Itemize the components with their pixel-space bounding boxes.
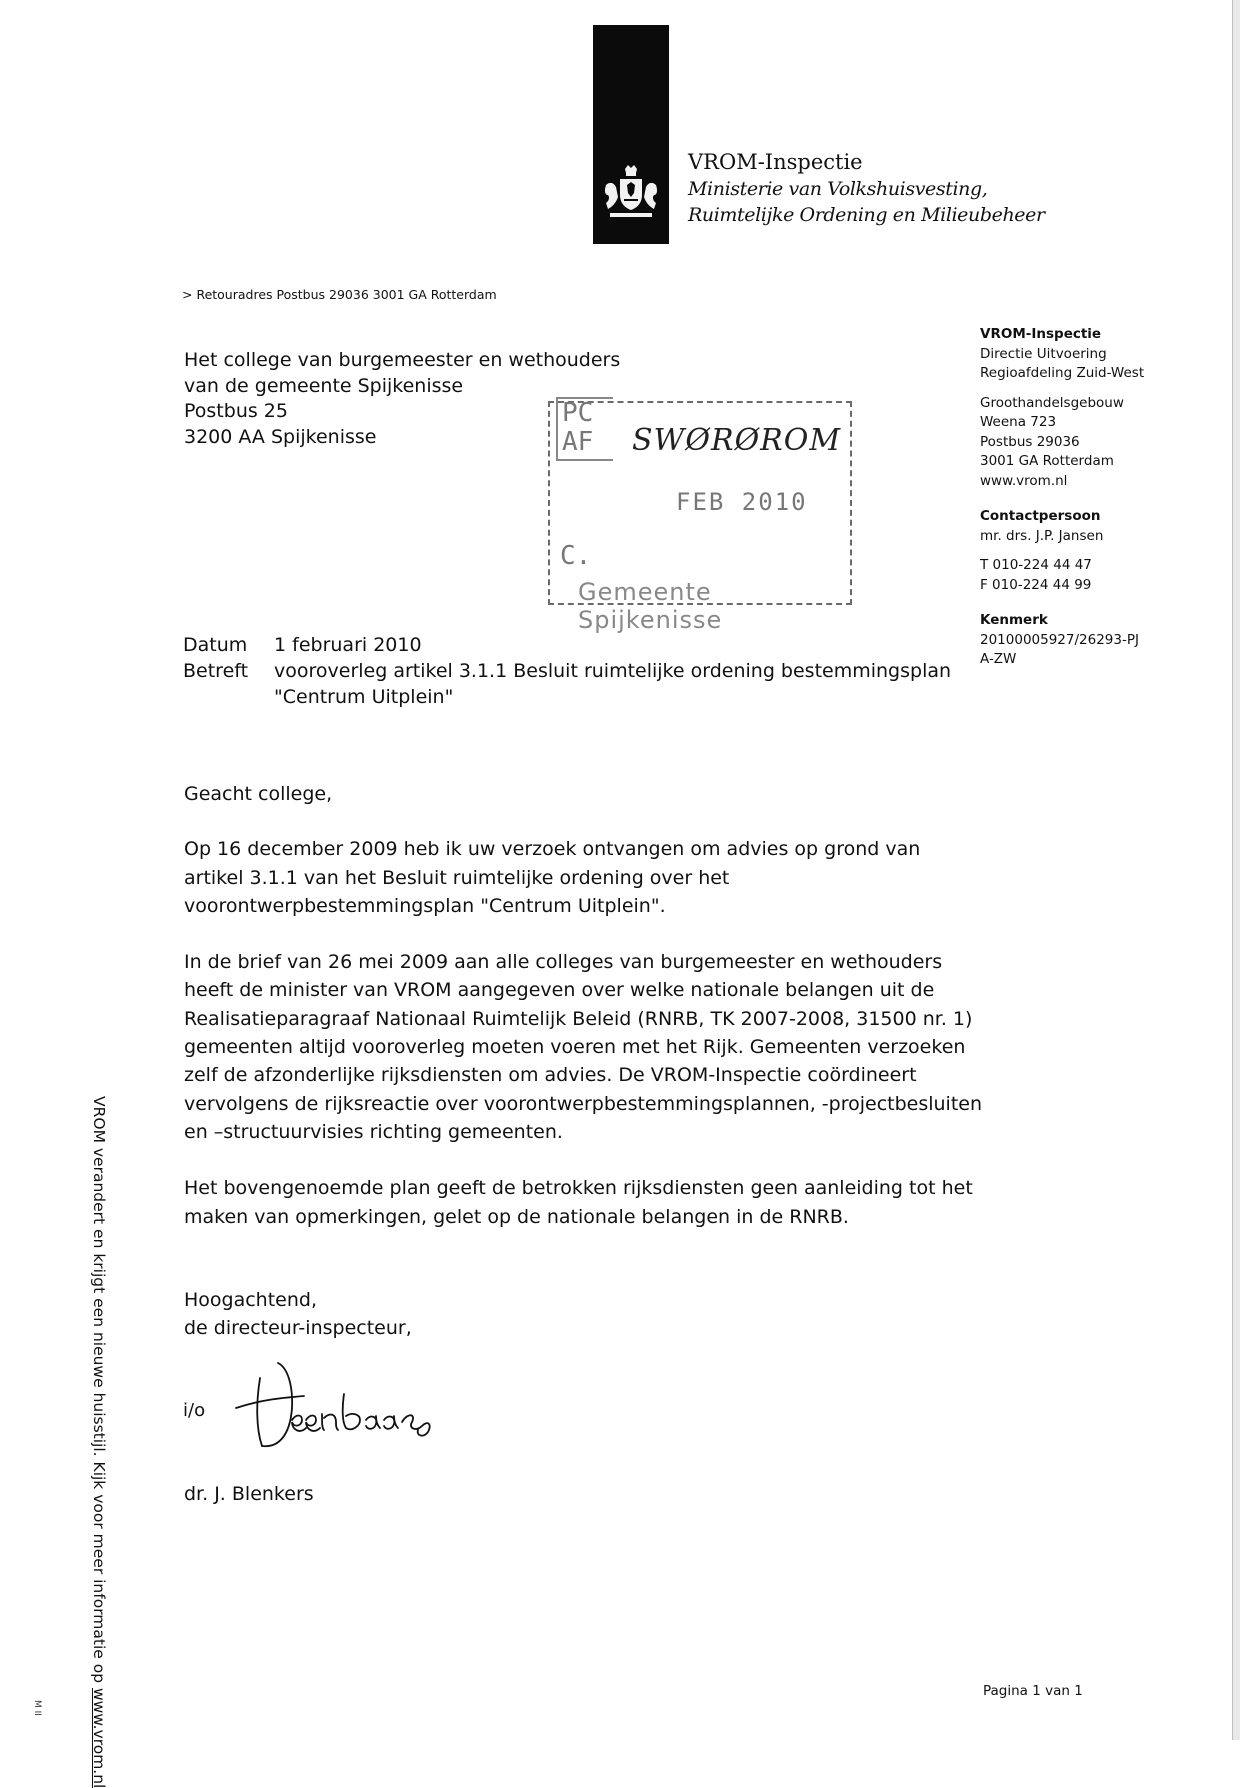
- letter-meta: [183, 632, 974, 710]
- letter-body: [184, 780, 984, 1259]
- sender-sidebar: [980, 325, 1230, 670]
- on-behalf-label: i/o: [183, 1400, 206, 1421]
- addressee-line: Postbus 25: [184, 400, 288, 422]
- org-name: VROM-Inspectie: [688, 150, 863, 174]
- stamp-municipality: Gemeente Spijkenisse: [578, 578, 723, 634]
- salutation: Geacht college,: [184, 783, 333, 805]
- body-paragraph: In de brief van 26 mei 2009 aan alle colleges van burgemeester en wethouders heeft de minister van VROM aangegeven over welke nationale belangen uit de Realisatieparagraaf Nationaal Ruimtelijk Beleid (RNRB, TK 2007-2008, 31500 nr. 1) gemeenten altijd vooroverleg moeten voeren met het Rijk. Gemeenten verzoeken zelf de afzonderlijke rijksdiensten om advies. De VROM-Inspectie coördineert vervolgens de rijksreactie over voorontwerpbestemmingsplannen, -projectbesluiten en –structuurvisies richting gemeenten.: [184, 951, 983, 1143]
- contact-label: Contactpersoon: [980, 508, 1101, 524]
- addressee-line: 3200 AA Spijkenisse: [184, 425, 377, 448]
- sidebar-department: Directie Uitvoering: [980, 345, 1107, 362]
- ministry-name: [688, 176, 1045, 228]
- contact-phone: T 010-224 44 47: [980, 557, 1092, 573]
- stamp-fragment: PC: [562, 398, 594, 428]
- margin-note-text: VROM verandert en krijgt een nieuwe huisstijl. Kijk voor meer informatie op: [90, 1096, 108, 1688]
- sidebar-website: www.vrom.nl: [980, 472, 1068, 489]
- reference-number: 20100005927/26293-PJ: [980, 631, 1139, 648]
- sidebar-region: Regioafdeling Zuid-West: [980, 365, 1145, 381]
- received-stamp: [548, 393, 858, 634]
- date-label: Datum: [183, 634, 248, 656]
- stamp-code: SWØRØROM: [632, 423, 842, 458]
- sidebar-address-line: Weena 723: [980, 414, 1057, 430]
- subject-row: [183, 658, 974, 710]
- closing-greeting: Hoogachtend,: [184, 1289, 318, 1311]
- sidebar-org-name: VROM-Inspectie: [980, 326, 1102, 342]
- addressee-line: Het college van burgemeester en wethouders: [184, 349, 621, 371]
- contact-fax: F 010-224 44 99: [980, 576, 1092, 593]
- contact-name: mr. drs. J.P. Jansen: [980, 527, 1104, 544]
- sidebar-address-line: 3001 GA Rotterdam: [980, 453, 1114, 469]
- stamp-fragment: AF: [562, 427, 594, 457]
- addressee-line: van de gemeente Spijkenisse: [184, 374, 464, 397]
- closing-role: de directeur-inspecteur,: [184, 1317, 412, 1339]
- reference-suffix: A-ZW: [980, 651, 1017, 667]
- page-edge: [1232, 0, 1240, 1740]
- date-value: 1 februari 2010: [274, 634, 422, 656]
- vertical-margin-note: [90, 1096, 108, 1788]
- subject-line-2: "Centrum Uitplein": [274, 686, 454, 708]
- signer-name: dr. J. Blenkers: [184, 1483, 314, 1505]
- subject-line-1: vooroverleg artikel 3.1.1 Besluit ruimtelijke ordening bestemmingsplan: [274, 660, 952, 682]
- sidebar-address-line: Postbus 29036: [980, 433, 1080, 450]
- stamp-fragment: C.: [560, 541, 592, 571]
- body-paragraph: Het bovengenoemde plan geeft de betrokken rijksdiensten geen aanleiding tot het maken van opmerkingen, gelet op de nationale belangen in de RNRB.: [184, 1177, 973, 1228]
- page-number: Pagina 1 van 1: [983, 1683, 1083, 1699]
- government-logo-band: [593, 25, 669, 244]
- body-paragraph: Op 16 december 2009 heb ik uw verzoek ontvangen om advies op grond van artikel 3.1.1 van het Besluit ruimtelijke ordening over het voorontwerpbestemmingsplan "Centrum Uitplein".: [184, 838, 921, 917]
- margin-note-link[interactable]: www.vrom.nl: [90, 1687, 108, 1788]
- subject-label: Betreft: [183, 660, 249, 682]
- margin-code: M II: [32, 1700, 42, 1716]
- ministry-line-1: Ministerie van Volkshuisvesting,: [688, 178, 988, 200]
- subject-value: [274, 658, 974, 710]
- handwritten-signature: [230, 1358, 450, 1458]
- stamp-date: FEB 2010: [676, 488, 808, 516]
- coat-of-arms-icon: [600, 163, 662, 223]
- closing-block: [184, 1286, 412, 1342]
- sidebar-address-line: Groothandelsgebouw: [980, 394, 1124, 411]
- return-address: > Retouradres Postbus 29036 3001 GA Rotterdam: [182, 287, 497, 302]
- reference-label: Kenmerk: [980, 612, 1048, 628]
- date-row: [183, 632, 974, 658]
- ministry-line-2: Ruimtelijke Ordening en Milieubeheer: [688, 204, 1045, 226]
